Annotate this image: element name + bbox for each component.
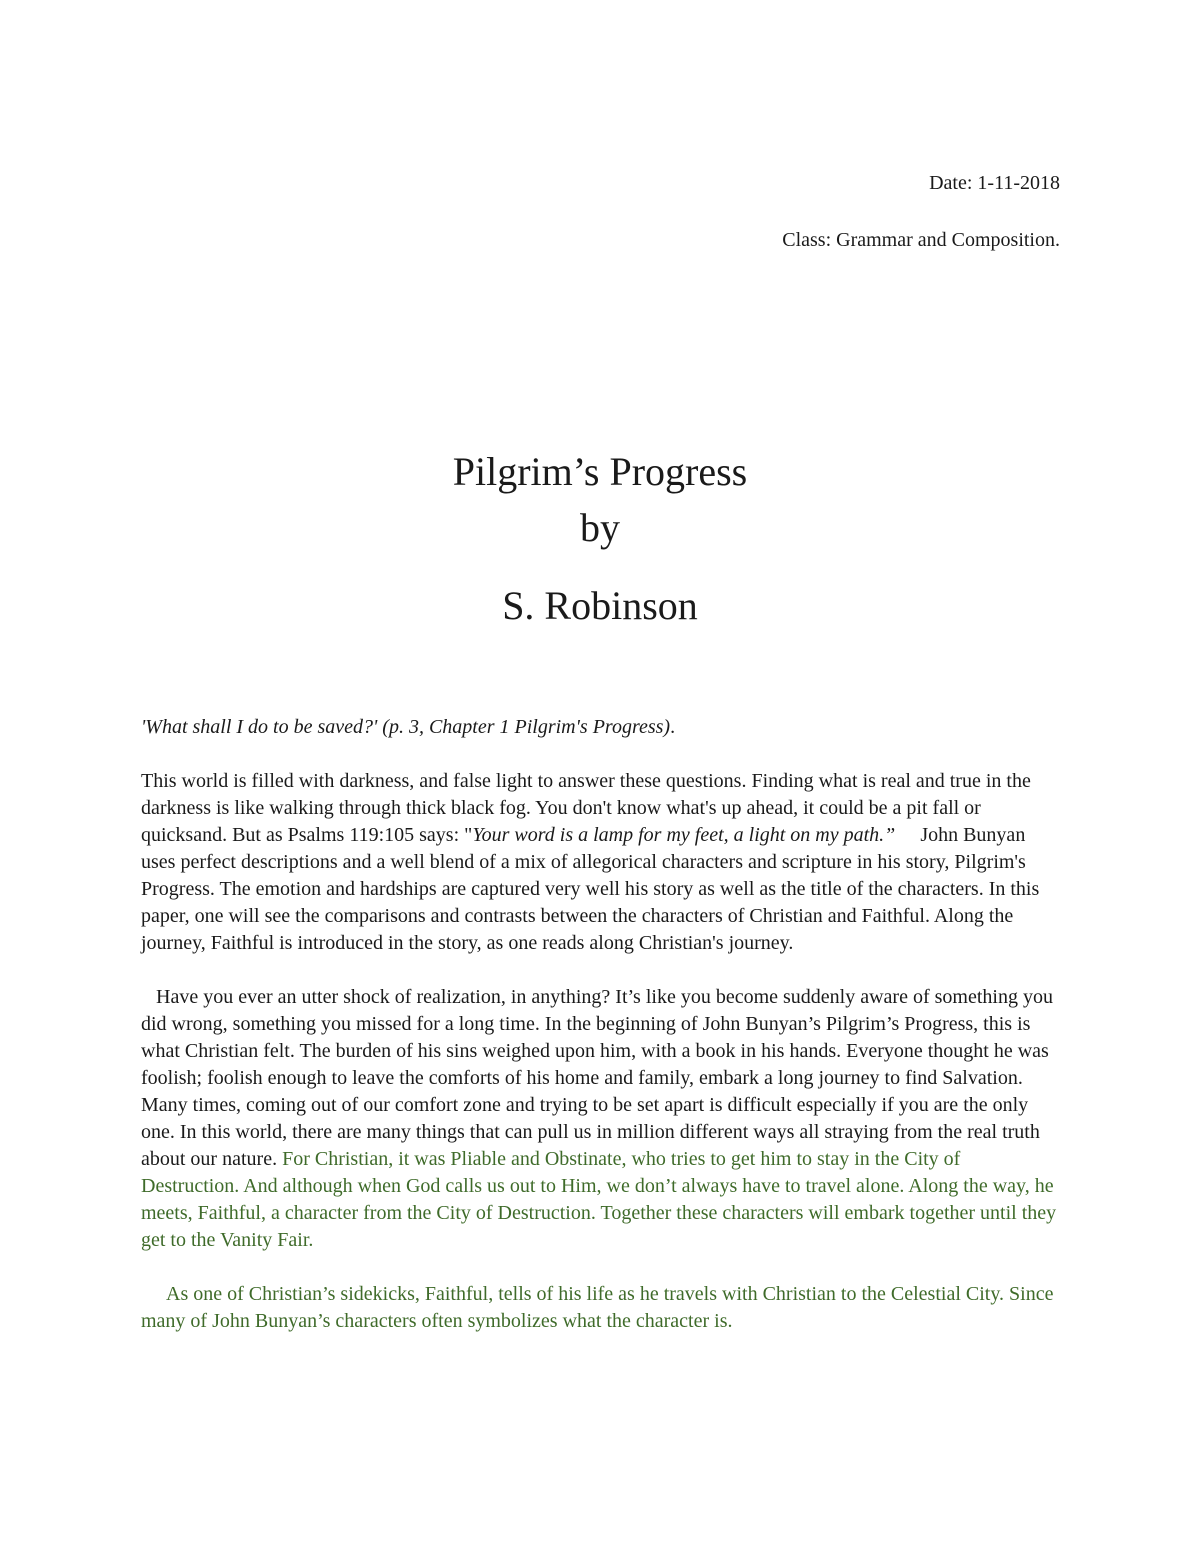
paragraph-2 bbox=[141, 984, 1061, 1254]
paragraph-1 bbox=[141, 768, 1061, 957]
paragraph-2-highlight: For Christian, it was Pliable and Obstinate, who tries to get him to stay in the City of Destruction. And although when God calls us out to Him, we don’t always have to travel alone. Along the way, he meets, Faithful, a character from the City of Destruction. Together these characters will embark together until they get to the Vanity Fair. bbox=[141, 1148, 1062, 1251]
paragraph-1-text-b: John Bunyan uses perfect descriptions and a well blend of a mix of allegorical characters and scripture in his story, Pilgrim's Progress. The emotion and hardships are captured very well his story as well as the title of the characters. In this paper, one will see the comparisons and contrasts between the characters of Christian and Faithful. Along the journey, Faithful is introduced in the story, as one reads along Christian's journey. bbox=[141, 824, 1045, 954]
epigraph bbox=[141, 714, 1061, 741]
psalm-quote: Your word is a lamp for my feet, a light on my path.” bbox=[472, 824, 896, 846]
date-line: Date: 1-11-2018 bbox=[929, 172, 1060, 194]
paragraph-1-text-a: This world is filled with darkness, and false light to answer these questions. Finding what is real and true in the darkness is like walking through thick black fog. You don't know what's up ahead, it could be a pit fall or quicksand. But as Psalms 119:105 says: " bbox=[141, 770, 1036, 846]
essay-body bbox=[141, 714, 1061, 1335]
essay-title: Pilgrim’s Progress bbox=[452, 449, 748, 494]
class-line: Class: Grammar and Composition. bbox=[782, 229, 1060, 251]
author-name: S. Robinson bbox=[502, 583, 698, 628]
title-block bbox=[0, 444, 1200, 634]
paragraph-3-highlight: As one of Christian’s sidekicks, Faithful, tells of his life as he travels with Christian to the Celestial City. Since many of John Bunyan’s characters often symbolizes what the character is. bbox=[141, 1283, 1059, 1332]
paragraph-2-text: Have you ever an utter shock of realization, in anything? It’s like you become suddenly aware of something you did wrong, something you missed for a long time. In the beginning of John Bunyan’s Pilgrim’s Progress, this is what Christian felt. The burden of his sins weighed upon him, with a book in his hands. Everyone thought he was foolish; foolish enough to leave the comforts of his home and family, embark a long journey to find Salvation. Many times, coming out of our comfort zone and trying to be set apart is difficult especially if you are the only one. In this world, there are many things that can pull us in million different ways all straying from the real truth about our nature. bbox=[141, 986, 1058, 1170]
epigraph-quote: 'What shall I do to be saved?' (p. 3, Chapter 1 Pilgrim's Progress) bbox=[141, 716, 671, 738]
title-by: by bbox=[580, 505, 620, 550]
paragraph-3 bbox=[141, 1281, 1061, 1335]
epigraph-end: . bbox=[670, 716, 676, 738]
